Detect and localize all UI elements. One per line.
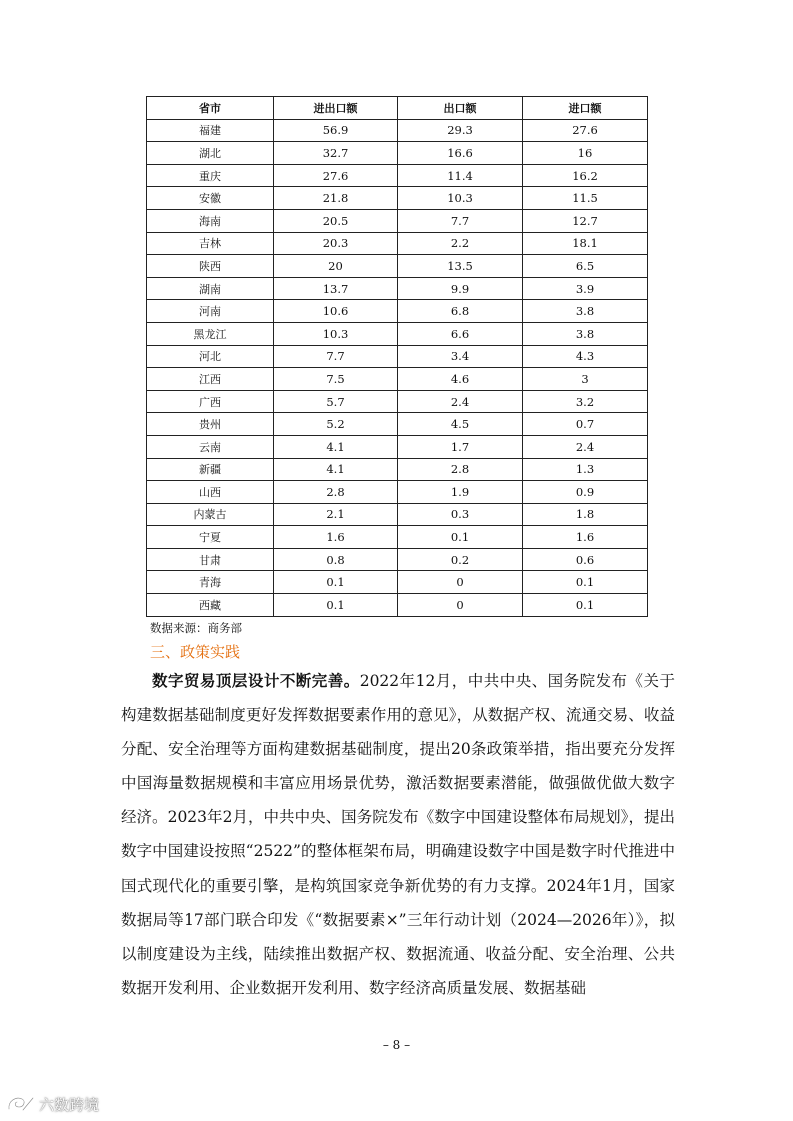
- cell-total: 13.7: [274, 277, 398, 300]
- cell-import: 4.3: [523, 345, 648, 368]
- table-row: [147, 481, 648, 504]
- cell-export: 6.8: [398, 300, 523, 323]
- cell-import: 2.4: [523, 435, 648, 458]
- cell-province: 海南: [147, 209, 274, 232]
- cell-export: 11.4: [398, 164, 523, 187]
- cell-import: 18.1: [523, 232, 648, 255]
- cell-total: 7.7: [274, 345, 398, 368]
- table-row: [147, 390, 648, 413]
- cell-province: 江西: [147, 368, 274, 391]
- cell-total: 5.2: [274, 413, 398, 436]
- cell-import: 3: [523, 368, 648, 391]
- cell-export: 3.4: [398, 345, 523, 368]
- cell-export: 0: [398, 594, 523, 617]
- cell-import: 1.6: [523, 526, 648, 549]
- table-row: [147, 164, 648, 187]
- table-row: [147, 187, 648, 210]
- cell-province: 河北: [147, 345, 274, 368]
- table-body: [147, 119, 648, 616]
- cell-total: 10.6: [274, 300, 398, 323]
- cell-export: 29.3: [398, 119, 523, 142]
- cell-province: 湖南: [147, 277, 274, 300]
- cell-total: 0.8: [274, 548, 398, 571]
- cell-import: 0.7: [523, 413, 648, 436]
- table-row: [147, 368, 648, 391]
- cell-total: 2.1: [274, 503, 398, 526]
- cell-total: 27.6: [274, 164, 398, 187]
- table-row: [147, 142, 648, 165]
- paragraph-text: 2022年12月，中共中央、国务院发布《关于构建数据基础制度更好发挥数据要素作用的意见》，从数据产权、流通交易、收益分配、安全治理等方面构建数据基础制度，提出20条政策举措，指出要充分发挥中国海量数据规模和丰富应用场景优势，激活数据要素潜能，做强做优做大数字经济。2023年2月，中共中央、国务院发布《数字中国建设整体布局规划》，提出数字中国建设按照“2522”的整体框架布局，明确建设数字中国是数字时代推进中国式现代化的重要引擎，是构筑国家竞争新优势的有力支撑。2024年1月，国家数据局等17部门联合印发《“数据要素×”三年行动计划（2024—2026年）》，拟以制度建设为主线，陆续推出数据产权、数据流通、收益分配、安全治理、公共数据开发利用、企业数据开发利用、数字经济高质量发展、数据基础: [121, 672, 675, 997]
- cell-province: 湖北: [147, 142, 274, 165]
- cell-import: 0.9: [523, 481, 648, 504]
- cell-total: 20: [274, 255, 398, 278]
- cell-export: 0.3: [398, 503, 523, 526]
- cell-total: 56.9: [274, 119, 398, 142]
- cell-import: 1.8: [523, 503, 648, 526]
- page-number: – 8 –: [382, 1038, 411, 1052]
- cell-export: 16.6: [398, 142, 523, 165]
- table-row: [147, 413, 648, 436]
- cell-province: 宁夏: [147, 526, 274, 549]
- cell-province: 新疆: [147, 458, 274, 481]
- cell-export: 0: [398, 571, 523, 594]
- cell-province: 甘肃: [147, 548, 274, 571]
- cell-export: 6.6: [398, 322, 523, 345]
- cell-province: 黑龙江: [147, 322, 274, 345]
- cell-export: 4.5: [398, 413, 523, 436]
- cell-total: 5.7: [274, 390, 398, 413]
- cell-province: 西藏: [147, 594, 274, 617]
- table-row: [147, 277, 648, 300]
- table-row: [147, 435, 648, 458]
- section-title: 三、政策实践: [150, 643, 241, 661]
- cell-import: 16: [523, 142, 648, 165]
- cell-import: 16.2: [523, 164, 648, 187]
- cell-total: 20.3: [274, 232, 398, 255]
- cell-province: 陕西: [147, 255, 274, 278]
- cell-import: 3.2: [523, 390, 648, 413]
- cell-total: 2.8: [274, 481, 398, 504]
- body-paragraph: [121, 664, 675, 1005]
- cell-export: 1.7: [398, 435, 523, 458]
- cell-total: 4.1: [274, 435, 398, 458]
- cell-import: 0.6: [523, 548, 648, 571]
- table-row: [147, 594, 648, 617]
- cell-province: 重庆: [147, 164, 274, 187]
- cell-import: 3.8: [523, 300, 648, 323]
- watermark: [6, 1093, 99, 1115]
- cell-total: 32.7: [274, 142, 398, 165]
- cell-province: 福建: [147, 119, 274, 142]
- table-row: [147, 209, 648, 232]
- cell-export: 4.6: [398, 368, 523, 391]
- cell-province: 云南: [147, 435, 274, 458]
- cell-province: 广西: [147, 390, 274, 413]
- cell-export: 2.2: [398, 232, 523, 255]
- cell-province: 青海: [147, 571, 274, 594]
- source-note: 数据来源：商务部: [150, 621, 242, 635]
- cell-export: 2.8: [398, 458, 523, 481]
- table-row: [147, 300, 648, 323]
- cell-total: 1.6: [274, 526, 398, 549]
- column-header-export: 出口额: [398, 97, 523, 120]
- cell-province: 吉林: [147, 232, 274, 255]
- cell-province: 内蒙古: [147, 503, 274, 526]
- column-header-total: 进出口额: [274, 97, 398, 120]
- table-row: [147, 345, 648, 368]
- cell-import: 11.5: [523, 187, 648, 210]
- logo-mark-icon: [6, 1093, 36, 1115]
- cell-total: 21.8: [274, 187, 398, 210]
- column-header-import: 进口额: [523, 97, 648, 120]
- table-row: [147, 232, 648, 255]
- cell-import: 6.5: [523, 255, 648, 278]
- cell-export: 13.5: [398, 255, 523, 278]
- cell-total: 4.1: [274, 458, 398, 481]
- cell-province: 河南: [147, 300, 274, 323]
- watermark-text: 六数跨境: [39, 1095, 100, 1114]
- cell-export: 10.3: [398, 187, 523, 210]
- table-row: [147, 526, 648, 549]
- cell-import: 0.1: [523, 571, 648, 594]
- table-row: [147, 548, 648, 571]
- cell-total: 7.5: [274, 368, 398, 391]
- cell-export: 0.2: [398, 548, 523, 571]
- paragraph-lead: 数字贸易顶层设计不断完善。: [152, 672, 360, 690]
- cell-export: 1.9: [398, 481, 523, 504]
- table-header-row: [147, 97, 648, 120]
- cell-province: 山西: [147, 481, 274, 504]
- cell-import: 12.7: [523, 209, 648, 232]
- cell-total: 10.3: [274, 322, 398, 345]
- table-row: [147, 322, 648, 345]
- table-row: [147, 255, 648, 278]
- cell-total: 0.1: [274, 594, 398, 617]
- cell-export: 7.7: [398, 209, 523, 232]
- trade-table: [146, 96, 648, 617]
- cell-import: 1.3: [523, 458, 648, 481]
- table-row: [147, 571, 648, 594]
- cell-import: 27.6: [523, 119, 648, 142]
- cell-total: 0.1: [274, 571, 398, 594]
- table-row: [147, 503, 648, 526]
- table-row: [147, 119, 648, 142]
- cell-province: 贵州: [147, 413, 274, 436]
- cell-export: 2.4: [398, 390, 523, 413]
- cell-export: 9.9: [398, 277, 523, 300]
- cell-import: 3.9: [523, 277, 648, 300]
- cell-export: 0.1: [398, 526, 523, 549]
- cell-import: 0.1: [523, 594, 648, 617]
- table-row: [147, 458, 648, 481]
- cell-import: 3.8: [523, 322, 648, 345]
- cell-province: 安徽: [147, 187, 274, 210]
- column-header-province: 省市: [147, 97, 274, 120]
- cell-total: 20.5: [274, 209, 398, 232]
